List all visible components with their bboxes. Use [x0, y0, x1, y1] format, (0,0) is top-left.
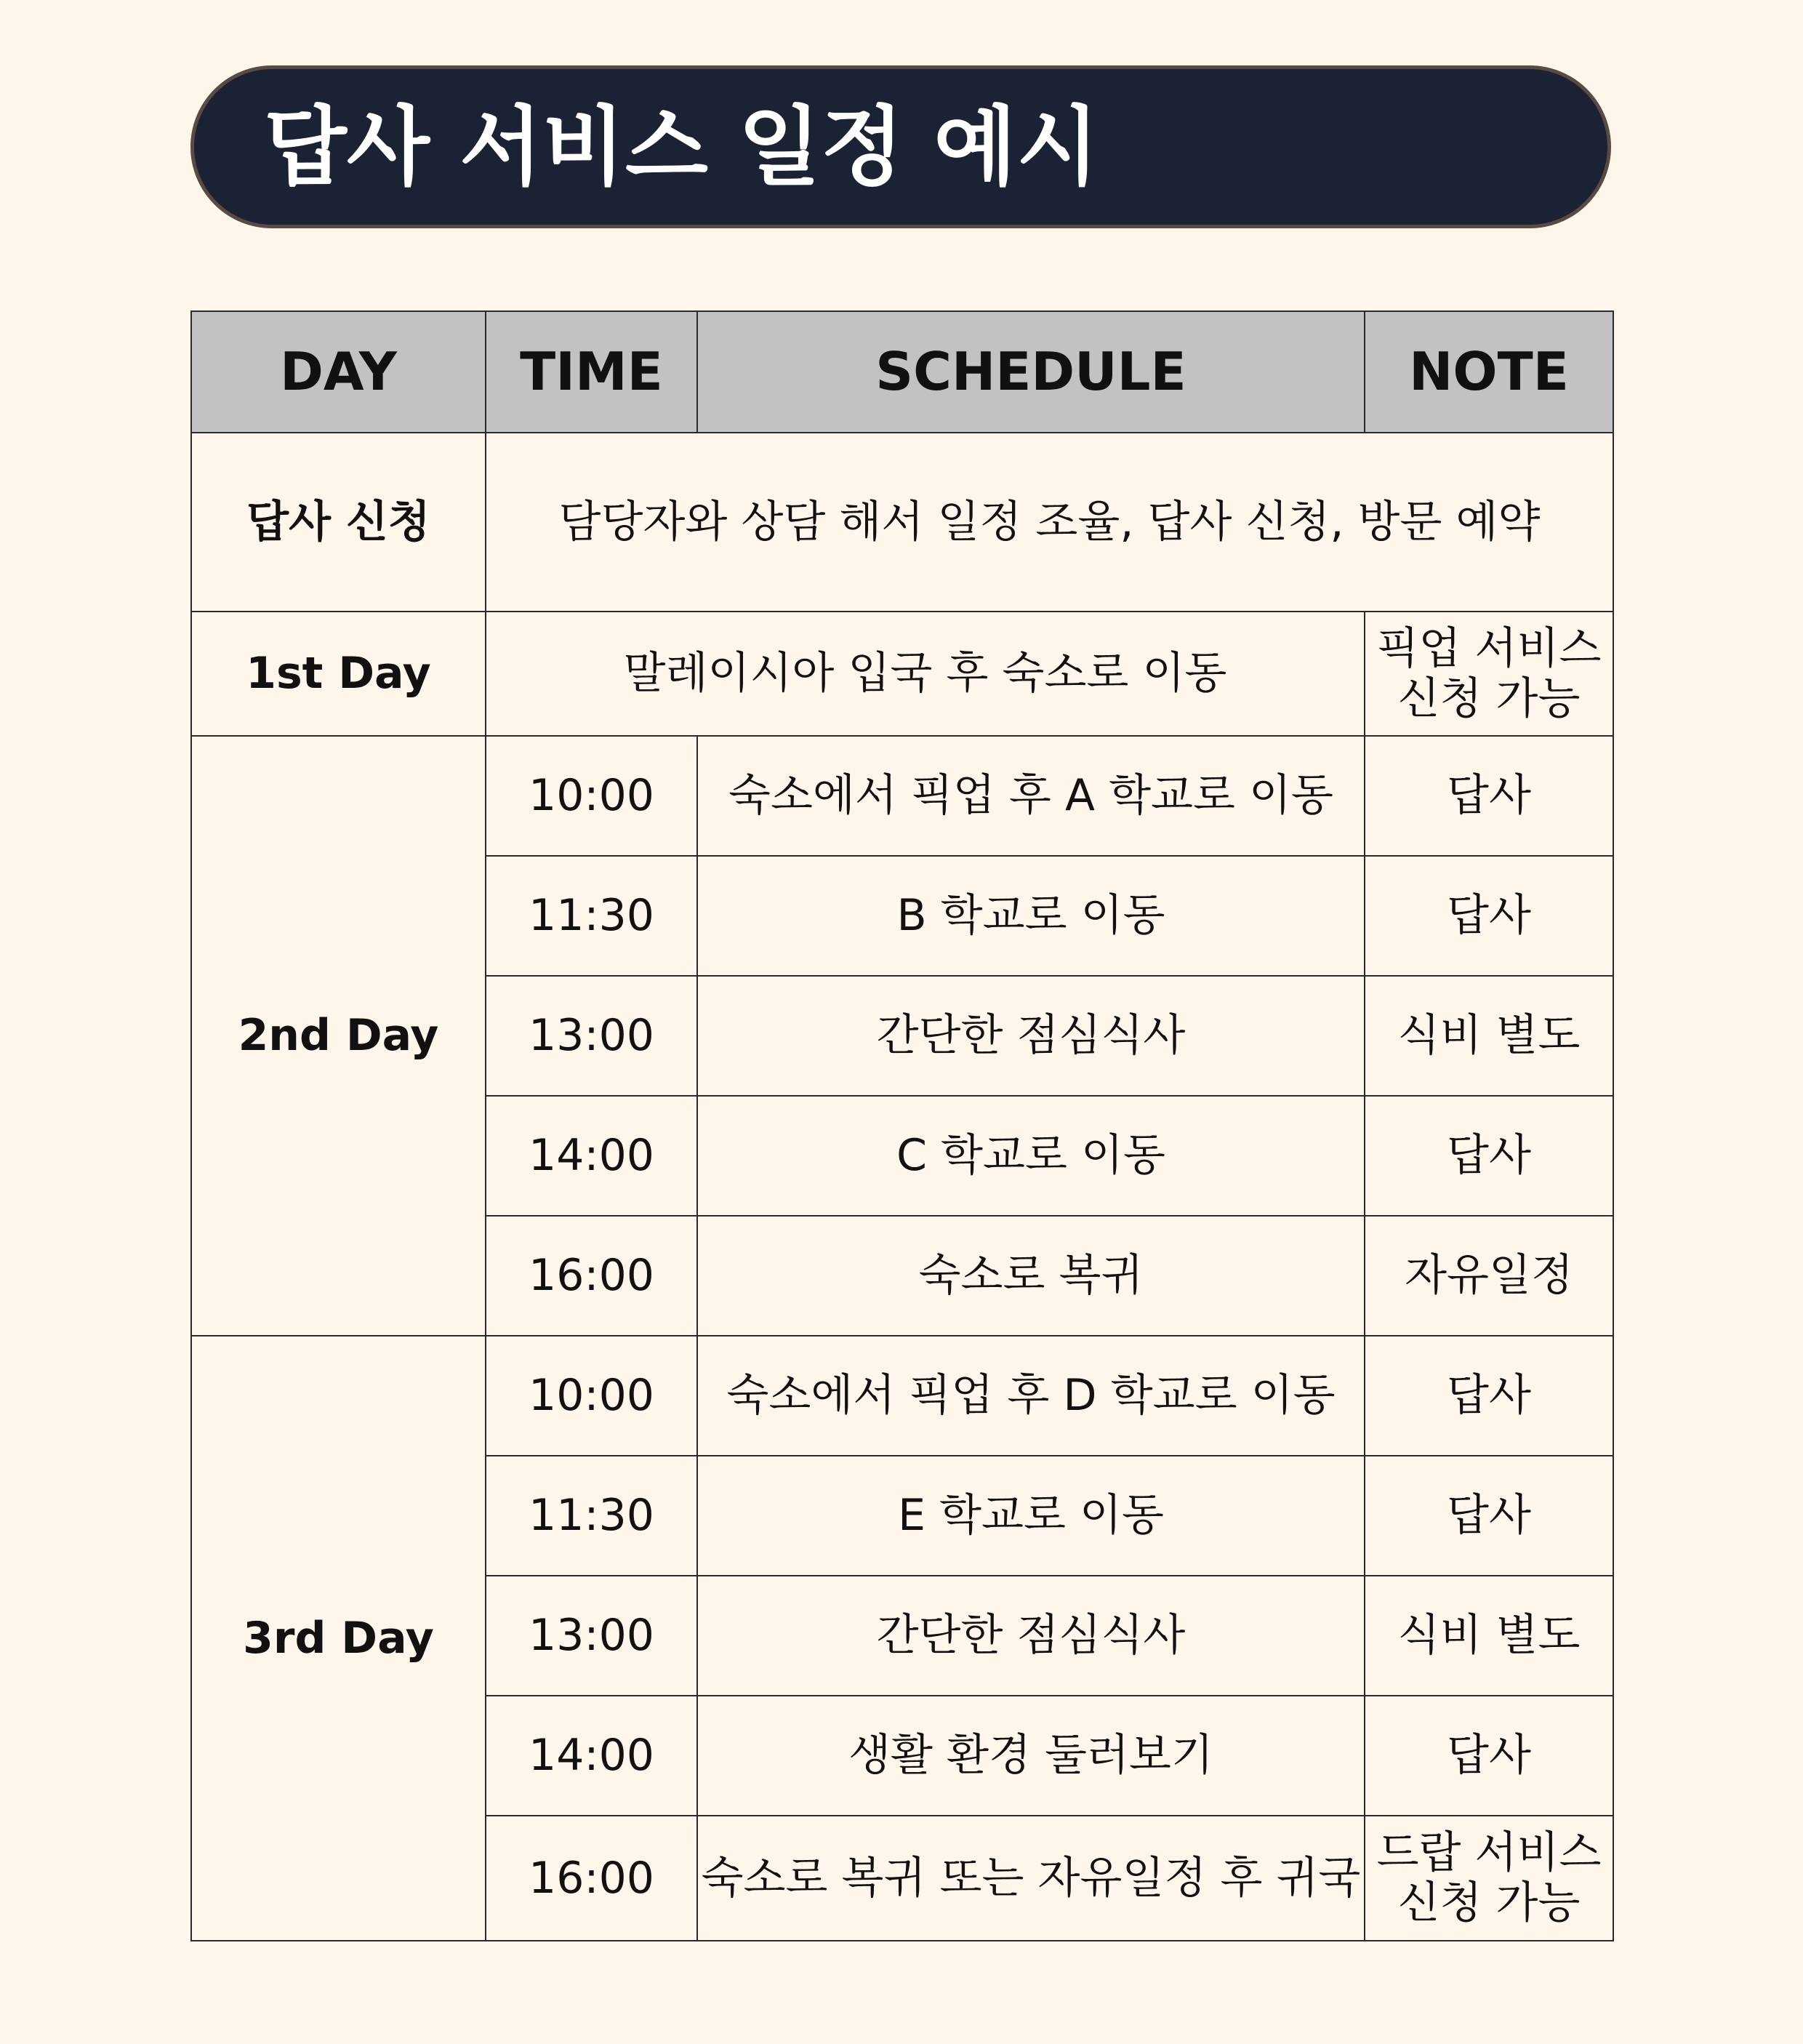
time-cell: 10:00: [486, 736, 697, 856]
note-line: 픽업 서비스: [1376, 622, 1602, 674]
table-row: [191, 736, 1613, 856]
note-cell: 식비 별도: [1365, 976, 1613, 1096]
note-cell: 답사: [1365, 1696, 1613, 1816]
header-schedule: SCHEDULE: [697, 311, 1365, 433]
note-line: 신청 가능: [1397, 1877, 1581, 1928]
note-line: 신청 가능: [1397, 673, 1581, 724]
note-cell: 답사: [1365, 736, 1613, 856]
day1-schedule-cell: 말레이시아 입국 후 숙소로 이동: [486, 612, 1365, 736]
note-cell: 답사: [1365, 1336, 1613, 1456]
schedule-cell: B 학교로 이동: [697, 856, 1365, 976]
note-cell: 답사: [1365, 856, 1613, 976]
time-cell: 11:30: [486, 856, 697, 976]
schedule-cell: 숙소에서 픽업 후 D 학교로 이동: [697, 1336, 1365, 1456]
table-row: [191, 1336, 1613, 1456]
schedule-cell: 간단한 점심식사: [697, 976, 1365, 1096]
schedule-cell: 생활 환경 둘러보기: [697, 1696, 1365, 1816]
day1-row: [191, 612, 1613, 736]
header-row: [191, 311, 1613, 433]
day1-note-cell: [1365, 612, 1613, 736]
day3-day-cell: 3rd Day: [191, 1336, 486, 1941]
title-banner: [190, 65, 1611, 228]
note-cell: 자유일정: [1365, 1216, 1613, 1336]
schedule-cell: C 학교로 이동: [697, 1096, 1365, 1216]
time-cell: 16:00: [486, 1216, 697, 1336]
signup-row: [191, 433, 1613, 612]
note-cell: [1365, 1816, 1613, 1941]
time-cell: 13:00: [486, 1576, 697, 1696]
schedule-cell: 간단한 점심식사: [697, 1576, 1365, 1696]
time-cell: 13:00: [486, 976, 697, 1096]
time-cell: 10:00: [486, 1336, 697, 1456]
note-cell: 답사: [1365, 1456, 1613, 1576]
time-cell: 11:30: [486, 1456, 697, 1576]
time-cell: 16:00: [486, 1816, 697, 1941]
schedule-cell: E 학교로 이동: [697, 1456, 1365, 1576]
note-cell: 식비 별도: [1365, 1576, 1613, 1696]
schedule-table: [190, 310, 1614, 1941]
page-title: 답사 서비스 일정 예시: [264, 97, 1100, 197]
time-cell: 14:00: [486, 1696, 697, 1816]
schedule-cell: 숙소로 복귀: [697, 1216, 1365, 1336]
note-line: 드랍 서비스: [1376, 1827, 1602, 1878]
signup-day-cell: 답사 신청: [191, 433, 486, 612]
day1-day-cell: 1st Day: [191, 612, 486, 736]
header-note: NOTE: [1365, 311, 1613, 433]
day2-day-cell: 2nd Day: [191, 736, 486, 1336]
header-time: TIME: [486, 311, 697, 433]
signup-schedule-cell: 담당자와 상담 해서 일정 조율, 답사 신청, 방문 예약: [486, 433, 1613, 612]
schedule-cell: 숙소에서 픽업 후 A 학교로 이동: [697, 736, 1365, 856]
schedule-cell: 숙소로 복귀 또는 자유일정 후 귀국: [697, 1816, 1365, 1941]
header-day: DAY: [191, 311, 486, 433]
note-cell: 답사: [1365, 1096, 1613, 1216]
time-cell: 14:00: [486, 1096, 697, 1216]
